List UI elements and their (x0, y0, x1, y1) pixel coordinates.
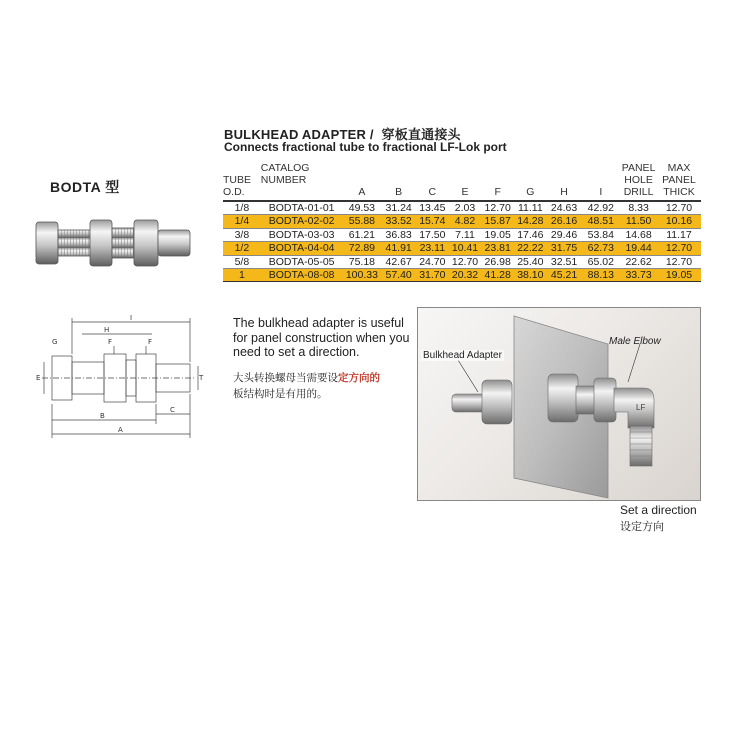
fitting-thread (112, 228, 134, 258)
cell-g: 38.10 (517, 269, 544, 282)
cell-i: 62.73 (587, 242, 614, 255)
dim-label-a: A (118, 426, 123, 434)
dim-label-h: H (104, 326, 110, 334)
cell-i: 65.02 (587, 255, 614, 268)
cell-tube: 3/8 (234, 228, 250, 241)
adapter-nut-right (548, 374, 578, 422)
cell-f: 41.28 (484, 269, 511, 282)
cell-g: 14.28 (517, 215, 544, 228)
cell-catalog: BODTA-03-03 (268, 228, 335, 241)
caption-cn: 设定方向 (620, 521, 664, 533)
cell-thick: 19.05 (665, 269, 693, 282)
dim-label-e: E (36, 374, 41, 382)
cell-b: 33.52 (385, 215, 412, 228)
cell-thick: 12.70 (665, 202, 693, 214)
col-header-a: A (358, 186, 366, 198)
model-label (50, 177, 120, 197)
cell-f: 26.98 (484, 255, 511, 268)
dim-label-f-right: F (148, 338, 153, 346)
fitting-tube (158, 230, 190, 256)
table-row (223, 215, 701, 228)
cell-i: 48.51 (587, 215, 614, 228)
label-bulkhead-adapter: Bulkhead Adapter (423, 350, 502, 361)
cell-a: 55.88 (348, 215, 376, 228)
cell-thick: 10.16 (665, 215, 693, 228)
page-subtitle: Connects fractional tube to fractional LF-Lok port (224, 140, 507, 154)
col-header-panel-hole: PANEL HOLE DRILL (621, 162, 656, 198)
dim-label-c: C (170, 406, 175, 414)
cell-e: 7.11 (455, 228, 475, 241)
adapter-nut-left (482, 380, 512, 424)
cell-tube: 1/2 (234, 242, 250, 255)
fitting-left-nut (36, 222, 58, 264)
col-header-f: F (494, 186, 501, 198)
cell-h: 24.63 (550, 202, 578, 214)
dim-label-i: I (130, 314, 133, 322)
caption-en: Set a direction (620, 503, 697, 517)
dimension-drawing-svg (34, 310, 204, 445)
cell-c: 13.45 (419, 202, 446, 214)
table-row (223, 242, 701, 255)
cell-a: 100.33 (345, 269, 378, 282)
cell-e: 2.03 (454, 202, 476, 214)
fitting-panel-nut (90, 220, 112, 266)
cell-i: 88.13 (587, 269, 614, 282)
elbow-mark: LF (636, 403, 646, 412)
col-header-c: C (428, 186, 437, 198)
title-en: BULKHEAD ADAPTER / (224, 127, 374, 142)
cell-tube: 1 (238, 269, 245, 282)
cell-thick: 11.17 (666, 228, 692, 241)
cell-c: 17.50 (419, 228, 446, 241)
cell-a: 75.18 (348, 255, 376, 268)
cell-f: 23.81 (484, 242, 511, 255)
table-row (223, 255, 701, 268)
cell-h: 29.46 (550, 228, 578, 241)
dim-label-f-left: F (108, 338, 113, 346)
col-header-tube: TUBE O.D. (223, 174, 252, 198)
cell-a: 61.21 (348, 228, 376, 241)
cell-tube: 5/8 (234, 255, 250, 268)
cell-g: 25.40 (517, 255, 544, 268)
fitting-illustration (34, 208, 204, 283)
cell-g: 11.11 (517, 202, 543, 214)
description-cn-stamp: 定方向的 (338, 372, 380, 384)
cell-e: 10.41 (451, 242, 479, 255)
description-cn-1: 大头转换螺母当需要设 (233, 372, 338, 384)
description-cn-2: 板结构时是有用的。 (233, 388, 328, 400)
cell-a: 49.53 (348, 202, 376, 214)
cell-catalog: BODTA-05-05 (268, 255, 335, 268)
cell-drill: 8.33 (628, 202, 649, 214)
dimension-drawing (34, 310, 204, 450)
col-header-e: E (461, 186, 469, 198)
cell-e: 20.32 (451, 269, 479, 282)
cell-drill: 19.44 (625, 242, 652, 255)
cell-b: 36.83 (385, 228, 412, 241)
cell-c: 31.70 (419, 269, 446, 282)
cell-a: 72.89 (348, 242, 376, 255)
cell-drill: 22.62 (625, 255, 652, 268)
bulkhead-fitting-image (34, 208, 204, 278)
dim-label-t: T (199, 374, 204, 382)
cell-thick: 12.70 (665, 242, 693, 255)
cell-e: 4.82 (454, 215, 476, 228)
cell-catalog: BODTA-02-02 (268, 215, 335, 228)
cell-b: 41.91 (385, 242, 412, 255)
cell-i: 53.84 (587, 228, 614, 241)
cell-c: 24.70 (419, 255, 446, 268)
description-cn (233, 370, 413, 402)
label-male-elbow: Male Elbow (609, 336, 661, 347)
cell-e: 12.70 (451, 255, 479, 268)
table-header-row (223, 162, 701, 201)
cell-h: 45.21 (550, 269, 578, 282)
col-header-i: I (599, 186, 603, 198)
model-name: BODTA (50, 179, 102, 195)
cell-tube: 1/8 (234, 202, 250, 214)
cell-c: 15.74 (419, 215, 446, 228)
col-header-catalog: CATALOG NUMBER (260, 162, 310, 186)
table-row (223, 269, 701, 282)
cell-catalog: BODTA-01-01 (268, 202, 335, 214)
cell-c: 23.11 (419, 242, 446, 255)
cell-f: 19.05 (484, 228, 511, 241)
cell-h: 32.51 (550, 255, 578, 268)
cell-g: 22.22 (517, 242, 544, 255)
cell-b: 31.24 (385, 202, 412, 214)
cell-drill: 33.73 (625, 269, 652, 282)
cell-b: 42.67 (385, 255, 412, 268)
col-header-g: G (526, 186, 535, 198)
model-suffix: 型 (105, 179, 120, 195)
col-header-b: B (395, 186, 403, 198)
description-en: The bulkhead adapter is useful for panel construction when you need to set a direction. (233, 316, 410, 359)
cell-f: 15.87 (484, 215, 511, 228)
cell-i: 42.92 (587, 202, 614, 214)
cell-drill: 11.50 (625, 215, 652, 228)
elbow-nut (594, 378, 616, 422)
cell-thick: 12.70 (665, 255, 693, 268)
col-header-max-thick: MAX PANEL THICK (662, 162, 696, 198)
cell-drill: 14.68 (625, 228, 652, 241)
title-cn: 穿板直通接头 (381, 127, 461, 142)
table-row (223, 228, 701, 241)
fitting-left-body (58, 230, 92, 256)
cell-catalog: BODTA-08-08 (268, 269, 335, 282)
cell-tube: 1/4 (234, 215, 250, 228)
dim-label-b: B (100, 412, 105, 420)
cell-catalog: BODTA-04-04 (268, 242, 335, 255)
col-header-h: H (560, 186, 568, 198)
elbow-body (614, 388, 654, 428)
fitting-right-nut (134, 220, 158, 266)
cell-h: 31.75 (550, 242, 578, 255)
cell-f: 12.70 (484, 202, 511, 214)
dim-label-g: G (52, 338, 58, 346)
cell-b: 57.40 (385, 269, 412, 282)
spec-table (223, 162, 701, 282)
table-row (223, 201, 701, 215)
cell-h: 26.16 (550, 215, 578, 228)
cell-g: 17.46 (517, 228, 544, 241)
